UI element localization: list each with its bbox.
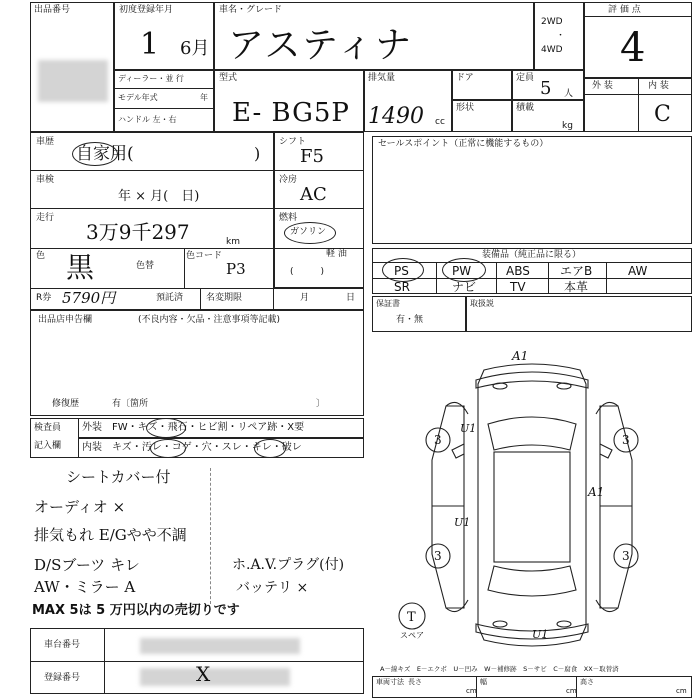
remarks-frame xyxy=(30,310,364,416)
equip-ps: PS xyxy=(394,264,409,278)
reg-redacted xyxy=(140,668,290,686)
equip-pw: PW xyxy=(452,264,472,278)
sales-point-cell xyxy=(372,136,692,244)
spare-label: スペア xyxy=(400,631,424,640)
damage-legend: A－線キズ E－エクボ U－凹み W－補修跡 S－サビ C－腐食 XX－取替済 xyxy=(380,665,619,673)
rear-window xyxy=(488,566,576,596)
model-type-label: 型式 xyxy=(219,73,238,83)
headlight-right xyxy=(557,383,571,389)
fuel-light-oil: 軽 油 xyxy=(326,249,347,259)
dim-length: 長さ xyxy=(408,678,422,686)
recycle-label: R券 xyxy=(36,293,52,303)
chassis-label: 車台番号 xyxy=(44,640,81,650)
model-type-value: E- BG5P xyxy=(232,98,350,128)
dim-height-unit: cm xyxy=(676,687,687,695)
max-notice: MAX 5は 5 万円以内の売切りです xyxy=(32,603,240,618)
car-diagram xyxy=(372,340,692,670)
history-close: ) xyxy=(254,144,261,163)
note-1: シートカバー付 xyxy=(66,468,171,486)
lot-number-redacted xyxy=(38,60,108,102)
windshield xyxy=(488,417,576,450)
repair-history-close: 〕 xyxy=(316,399,326,409)
fuel-gasoline: ガソリン xyxy=(290,227,327,237)
load-label: 積載 xyxy=(516,103,535,113)
recycle-deposit: 預託済 xyxy=(156,293,184,303)
displacement-label: 排気量 xyxy=(368,73,396,83)
car-name: アスティナ xyxy=(228,25,413,66)
color-label: 色 xyxy=(36,251,46,261)
sales-point-label: セールスポイント（正常に機能するもの） xyxy=(378,139,549,149)
mirror-left xyxy=(452,444,464,458)
history-circle xyxy=(72,142,118,166)
warranty-value: 有・無 xyxy=(396,315,424,325)
first-reg-month: 6月 xyxy=(180,38,210,59)
fuel-label: 燃料 xyxy=(279,213,298,223)
name-grade-label: 車名・グレード xyxy=(219,5,283,15)
remarks-sub: (不良内容・欠品・注意事項等記載) xyxy=(138,315,281,325)
inspection-int-circle-2 xyxy=(254,439,286,458)
chassis-redacted xyxy=(140,638,300,654)
color-change-label: 色替 xyxy=(136,261,155,271)
inspection-value: 年 × 月( 日) xyxy=(118,189,200,204)
displacement-unit: cc xyxy=(435,117,445,127)
equip-tv: TV xyxy=(510,280,526,294)
drive-2wd: 2WD xyxy=(541,17,563,27)
door-label: ドア xyxy=(456,73,474,83)
shift-value: F5 xyxy=(300,146,324,167)
mark-rear: U1 xyxy=(532,628,549,641)
equip-sr: SR xyxy=(394,280,410,294)
repair-history-value: 有〔箇所 xyxy=(112,399,149,409)
model-year-unit: 年 xyxy=(200,93,208,102)
drive-dot: ・ xyxy=(556,31,566,41)
manual-cell xyxy=(466,296,692,332)
tire-rl-mark: 3 xyxy=(434,549,442,563)
inspection-exterior-label: 外装 xyxy=(82,422,102,433)
remarks-header: 出品店申告欄 xyxy=(38,315,93,325)
interior-label: 内 装 xyxy=(648,81,669,91)
mark-front: A1 xyxy=(512,349,529,363)
cooling-value: AC xyxy=(300,184,327,205)
mark-left-lower: U1 xyxy=(454,516,471,529)
fuel-paren: ( ) xyxy=(290,267,325,277)
note-right-1: ホ.A.V.プラグ(付) xyxy=(232,557,345,573)
repair-history-label: 修復歴 xyxy=(52,399,80,409)
tire-fr-mark: 3 xyxy=(622,433,630,447)
warranty-label: 保証書 xyxy=(376,299,400,308)
handle-label: ハンドル 左・右 xyxy=(118,115,177,124)
displacement-value: 1490 xyxy=(368,104,424,129)
dim-height: 高さ xyxy=(580,678,594,686)
capacity-value: 5 xyxy=(540,78,552,99)
taillight-right xyxy=(557,621,571,627)
inspection-label: 車検 xyxy=(36,175,55,185)
first-reg-year: 1 xyxy=(140,27,160,62)
manual-label: 取扱説 xyxy=(470,299,494,308)
dealer-label: ディーラー・並 行 xyxy=(118,74,184,83)
exterior-label: 外 装 xyxy=(592,81,613,91)
equip-pw-circle xyxy=(442,258,486,282)
taillight-left xyxy=(493,621,507,627)
name-change-label: 名変期限 xyxy=(206,293,243,303)
equipment-label: 装備品（純正品に限る） xyxy=(482,250,582,260)
note-right-2: バッテリ × xyxy=(236,580,309,596)
equip-leather: 本革 xyxy=(564,280,589,294)
recycle-value: 5790円 xyxy=(62,289,116,307)
score-label: 評 価 点 xyxy=(608,5,641,15)
entry-label: 記入欄 xyxy=(34,441,62,451)
dim-width: 幅 xyxy=(480,678,487,686)
mileage-label: 走行 xyxy=(36,213,55,223)
dim-header: 車両寸法 xyxy=(376,678,404,686)
inspector-label: 検査員 xyxy=(34,423,62,433)
shift-label: シフト xyxy=(279,137,307,147)
color-code-label: 色コード xyxy=(186,251,223,261)
lot-label: 出品番号 xyxy=(34,5,71,15)
equip-abs: ABS xyxy=(506,264,530,278)
capacity-unit: 人 xyxy=(564,89,574,99)
reg-mark: X xyxy=(196,662,211,686)
name-change-month: 月 xyxy=(300,293,310,303)
score-value: 4 xyxy=(620,25,646,71)
note-4: D/Sブーツ キレ xyxy=(34,556,140,574)
tire-rr-mark: 3 xyxy=(622,549,630,563)
headlight-left xyxy=(493,383,507,389)
shape-label: 形状 xyxy=(456,103,475,113)
interior-value: C xyxy=(654,102,671,127)
model-year-label: モデル年式 xyxy=(118,93,158,102)
spare-mark: T xyxy=(407,610,416,625)
drive-4wd: 4WD xyxy=(541,45,563,55)
color-value: 黒 xyxy=(66,251,95,284)
mileage-value: 3万9千297 xyxy=(86,220,190,244)
name-change-day: 日 xyxy=(346,293,356,303)
note-5: AW・ミラー A xyxy=(34,578,136,596)
equip-aw: AW xyxy=(628,264,648,278)
equip-ps-circle xyxy=(382,258,424,282)
dim-length-unit: cm xyxy=(466,687,477,695)
mirror-right xyxy=(600,444,612,458)
load-unit: kg xyxy=(562,121,573,131)
mark-left-upper: U1 xyxy=(460,422,477,435)
first-reg-label: 初度登録年月 xyxy=(119,5,174,15)
roof xyxy=(494,452,570,562)
history-value: 自家用( xyxy=(76,144,134,164)
tire-fl-mark: 3 xyxy=(434,433,442,447)
mark-right-side: A1 xyxy=(588,485,605,499)
mileage-unit: km xyxy=(226,237,240,247)
dim-width-unit: cm xyxy=(566,687,577,695)
reg-number-label: 登録番号 xyxy=(44,673,81,683)
fuel-gasoline-circle xyxy=(284,222,336,244)
note-2: オーディオ × xyxy=(34,498,126,516)
inspection-interior-items: キズ・汚レ・コゲ・穴・スレ・キレ・破レ xyxy=(112,442,302,453)
equip-airbag: エアB xyxy=(560,264,593,278)
equip-navi: ナビ xyxy=(452,280,477,294)
note-3: 排気もれ E/Gやや不調 xyxy=(34,526,187,544)
capacity-label: 定員 xyxy=(516,73,535,83)
inspection-exterior-items: FW・キズ・飛石・ヒビ割・リペア跡・X要 xyxy=(112,422,305,433)
inspection-ext-circle xyxy=(146,418,186,438)
cooling-label: 冷房 xyxy=(279,175,298,185)
inspection-interior-label: 内装 xyxy=(82,442,102,453)
inspection-int-circle-1 xyxy=(150,439,186,458)
color-code-value: P3 xyxy=(226,260,246,278)
history-label: 車歴 xyxy=(36,137,55,147)
